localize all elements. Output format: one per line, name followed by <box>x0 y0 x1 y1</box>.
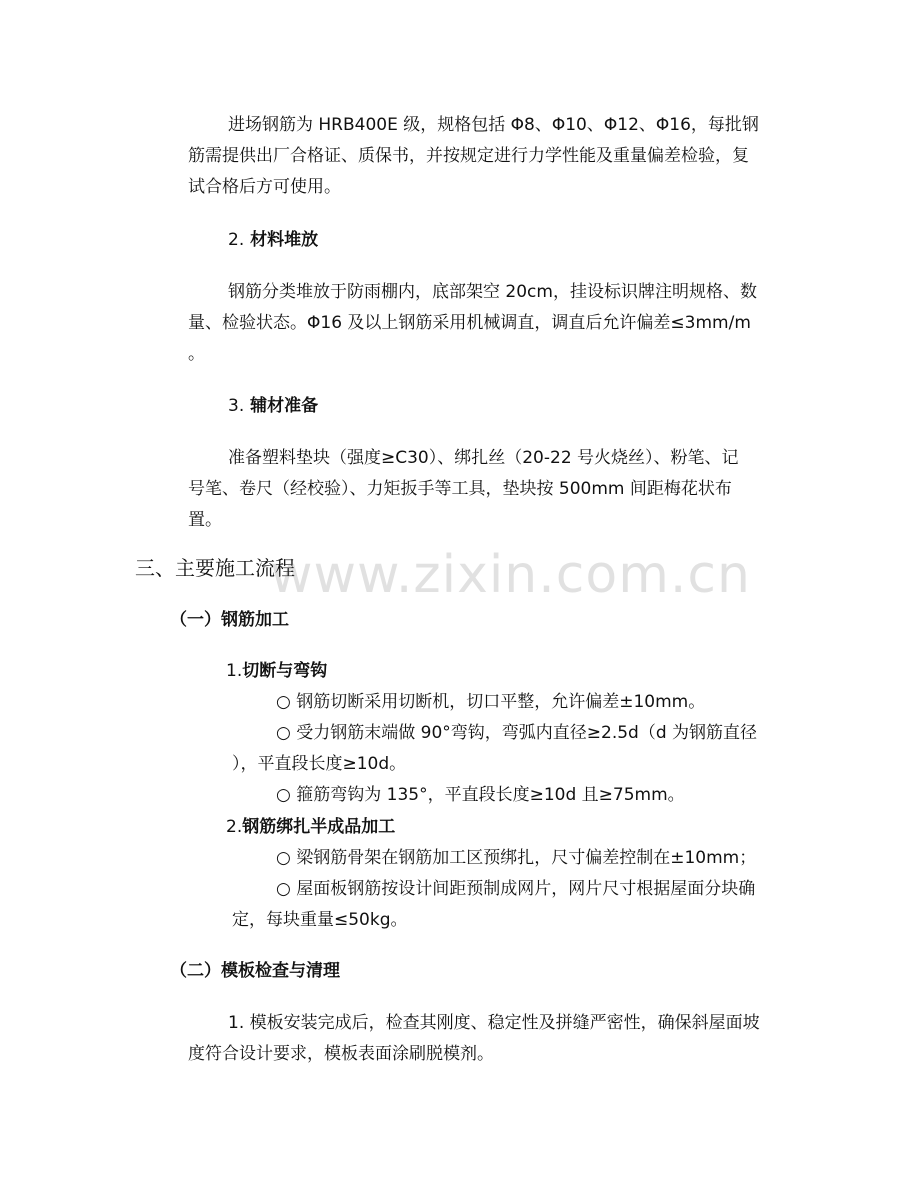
section-2-paragraph <box>228 277 757 308</box>
item-2-bullet-2: ○ 屋面板钢筋按设计间距预制成网片，网片尺寸根据屋面分块确 <box>276 879 756 899</box>
intro-line-1: 进场钢筋为 HRB400E 级，规格包括 Φ8、Φ10、Φ12、Φ16，每批钢 <box>228 115 759 135</box>
item-2-title: 钢筋绑扎半成品加工 <box>242 817 396 837</box>
part-2-line-2: 度符合设计要求，模板表面涂刷脱模剂。 <box>188 1044 494 1064</box>
section-3-line-2: 号笔、卷尺（经校验）、力矩扳手等工具，垫块按 500mm 间距梅花状布 <box>188 479 732 499</box>
section-2-title: 材料堆放 <box>250 230 319 250</box>
intro-line-3: 试合格后方可使用。 <box>188 177 341 197</box>
section-3-line-1: 准备塑料垫块（强度≥C30）、绑扎丝（20-22 号火烧丝）、粉笔、记 <box>228 448 739 468</box>
item-1-bullet-2-cont: ），平直段长度≥10d。 <box>232 754 407 774</box>
item-1-title: 切断与弯钩 <box>242 661 328 681</box>
section-3-paragraph-cont <box>188 474 732 536</box>
part-1-item-1-heading <box>226 656 327 687</box>
part-1-item-2-heading <box>226 812 395 843</box>
item-1-bullet-3: ○ 箍筋弯钩为 135°，平直段长度≥10d 且≥75mm。 <box>276 785 685 805</box>
section-2-line-2: 量、检验状态。Φ16 及以上钢筋采用机械调直，调直后允许偏差≤3mm/m <box>188 313 751 333</box>
part-2-heading: （二）模板检查与清理 <box>170 961 340 981</box>
section-3-number: 3. <box>228 396 245 416</box>
section-2-line-1: 钢筋分类堆放于防雨棚内，底部架空 20cm，挂设标识牌注明规格、数 <box>228 282 757 302</box>
section-2-heading <box>228 225 318 256</box>
item-1-bullet-2: ○ 受力钢筋末端做 90°弯钩，弯弧内直径≥2.5d（d 为钢筋直径 <box>276 723 758 743</box>
intro-line-2: 筋需提供出厂合格证、质保书，并按规定进行力学性能及重量偏差检验，复 <box>188 146 749 166</box>
part-1-heading: （一）钢筋加工 <box>170 610 289 630</box>
part-2-line-1: 1. 模板安装完成后，检查其刚度、稳定性及拼缝严密性，确保斜屋面坡 <box>228 1013 760 1033</box>
section-2-number: 2. <box>228 230 245 250</box>
section-3-line-3: 置。 <box>188 510 222 530</box>
intro-paragraph-cont <box>188 141 749 203</box>
section-2-line-3: 。 <box>188 344 205 364</box>
watermark-text: www.zixin.com.cn <box>270 545 751 605</box>
section-3-heading <box>228 391 318 422</box>
item-2-bullet-2-cont: 定，每块重量≤50kg。 <box>232 910 408 930</box>
chapter-3-heading: 三、主要施工流程 <box>135 556 295 580</box>
section-3-title: 辅材准备 <box>250 396 319 416</box>
section-3-paragraph <box>228 443 739 474</box>
item-2-number: 2. <box>226 817 243 837</box>
section-2-paragraph-cont <box>188 308 751 370</box>
intro-paragraph <box>228 110 759 141</box>
item-1-bullet-1: ○ 钢筋切断采用切断机，切口平整，允许偏差±10mm。 <box>276 692 706 712</box>
item-1-number: 1. <box>226 661 243 681</box>
item-2-bullet-1: ○ 梁钢筋骨架在钢筋加工区预绑扎，尺寸偏差控制在±10mm； <box>276 848 757 868</box>
